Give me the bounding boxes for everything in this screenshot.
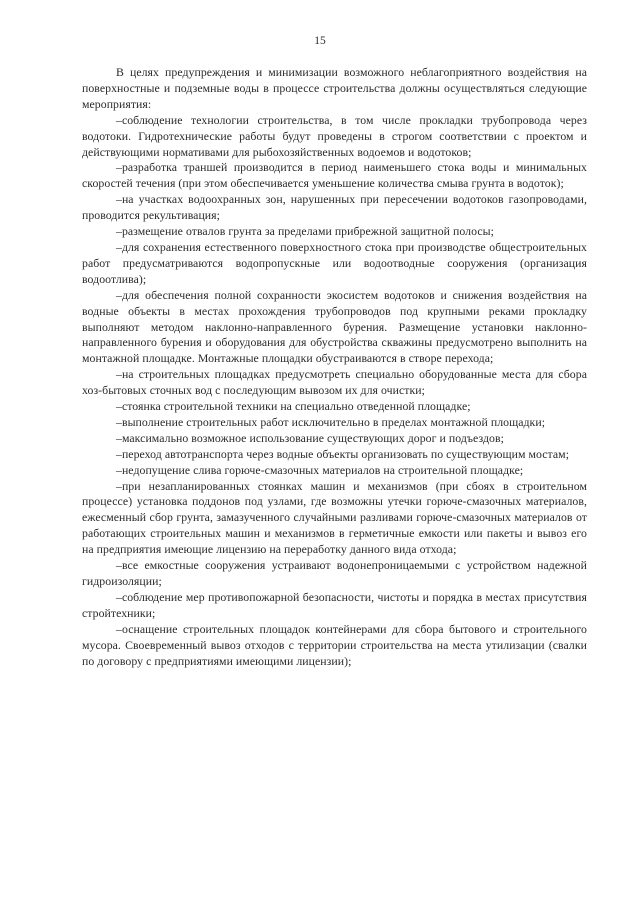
list-item: –разработка траншей производится в период наименьшего стока воды и минимальных скоростей течения (при этом обеспечивается уменьшение количества смыва грунта в водоток); (82, 160, 587, 191)
intro-paragraph: В целях предупреждения и минимизации возможного неблагоприятного воздействия на поверхностные и подземные воды в процессе строительства должны осуществляться следующие мероприятия: (82, 65, 587, 111)
list-item: –все емкостные сооружения устраивают водонепроницаемыми с устройством надежной гидроизоляции; (82, 558, 587, 588)
list-item: –максимально возможное использование существующих дорог и подъездов; (116, 430, 504, 445)
list-item: –недопущение слива горюче-смазочных материалов на строительной площадке; (116, 462, 524, 477)
list-item: –соблюдение мер противопожарной безопасности, чистоты и порядка в местах присутствия стройтехники; (82, 589, 587, 620)
list-item: –при незапланированных стоянках машин и механизмов (при сбоях в строительном процессе) установка поддонов под узлами, где возможны утечки горюче-смазочных материалов, ежесменный сбор грунта, замазученного случайными разливами горюче-смазочных материалов от работающих строительных машин и механизмов в герметичные емкости или пакеты и вывоз его на предприятия имеющие лицензию на переработку данного вида отхода; (82, 478, 587, 557)
list-item: –на строительных площадках предусмотреть специально оборудованные места для сбора хоз-бытовых сточных вод с последующим вывозом их для очистки; (82, 367, 587, 398)
list-item: –размещение отвалов грунта за пределами прибрежной защитной полосы; (116, 224, 494, 239)
list-item: –стоянка строительной техники на специально отведенной площадке; (116, 399, 471, 414)
list-item: –переход автотранспорта через водные объекты организовать по существующим мостам; (116, 446, 570, 461)
list-item: –соблюдение технологии строительства, в том числе прокладки трубопровода через водотоки. Гидротехнические работы будут проведены в строгом соответствии с проектом и действующими нормативами для рыбохозяйственных водоемов и водотоков; (82, 112, 587, 159)
body-text (82, 65, 587, 669)
list-item: –выполнение строительных работ исключительно в пределах монтажной площадки; (116, 414, 546, 429)
page-number: 15 (314, 35, 326, 47)
list-item: –для обеспечения полной сохранности экосистем водотоков и снижения воздействия на водные объекты в местах прохождения трубопроводов под крупными реками прокладку выполняют методом наклонно-направленного бурения. Размещение установки наклонно-направленного бурения и оборудования для обустройства скважины предусмотрено выполнить на монтажной площадке. Монтажные площадки обустраиваются в створе перехода; (82, 287, 587, 366)
list-item: –оснащение строительных площадок контейнерами для сбора бытового и строительного мусора. Своевременный вывоз отходов с территории строительства на места утилизации (свалки по договору с предприятиями имеющими лицензии); (82, 621, 587, 668)
list-item: –на участках водоохранных зон, нарушенных при пересечении водотоков газопроводами, проводится рекультивация; (82, 192, 587, 223)
list-item: –для сохранения естественного поверхностного стока при производстве общестроительных работ предусматриваются водопропускные или водоотводные сооружения (организация водоотлива); (82, 239, 587, 286)
